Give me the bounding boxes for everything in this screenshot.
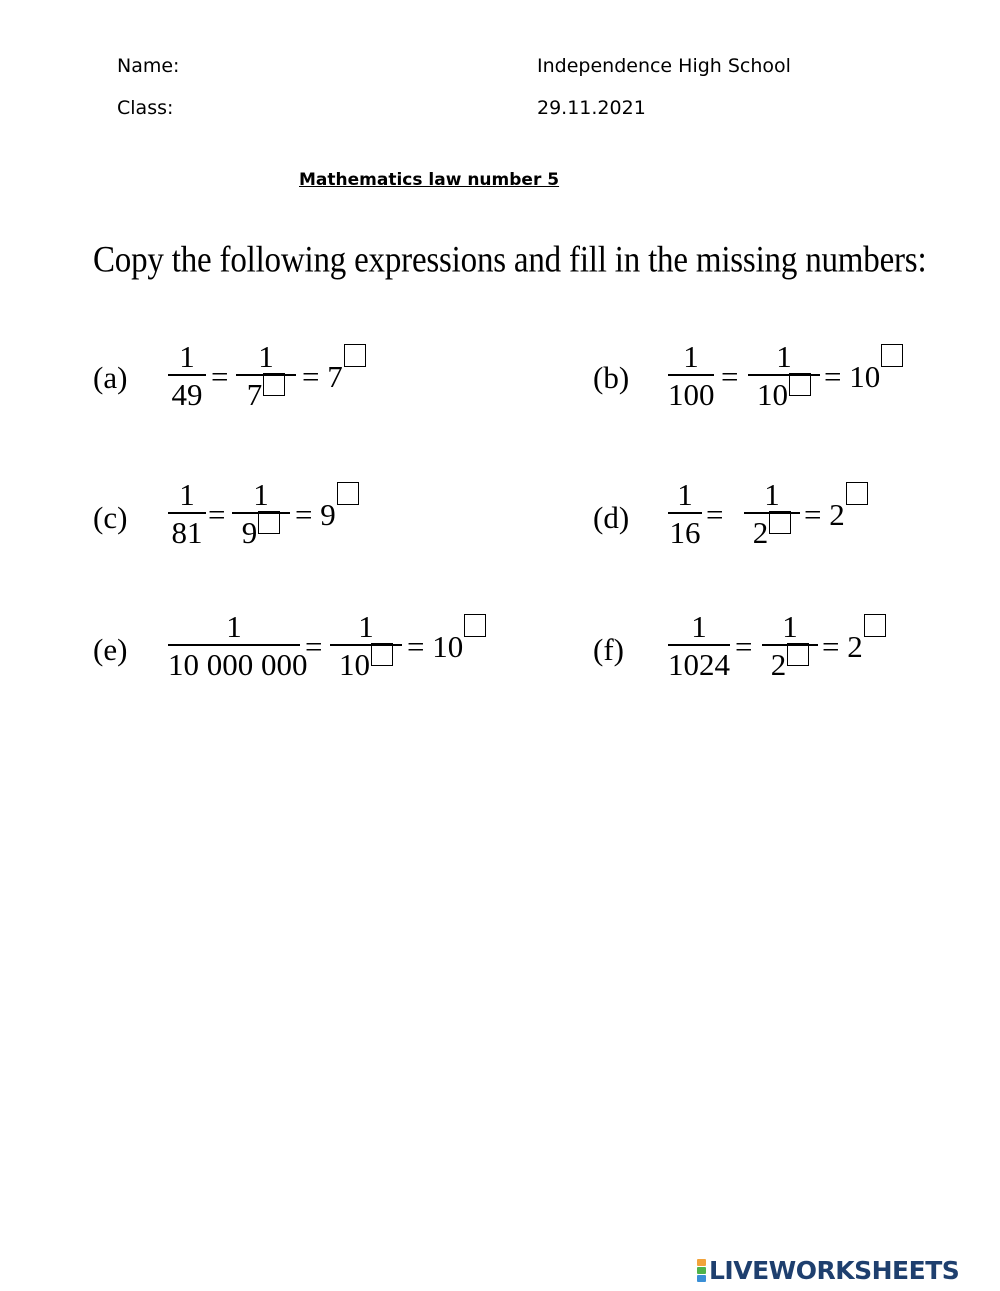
base: 2: [829, 497, 845, 532]
base: 10: [339, 647, 370, 682]
numerator: 1: [782, 609, 798, 644]
answer-box[interactable]: [881, 344, 903, 367]
base: 7: [246, 377, 263, 412]
answer-box[interactable]: [344, 344, 366, 367]
numerator: 1: [677, 477, 693, 512]
name-label: Name:: [117, 55, 180, 77]
equals-sign: =: [211, 359, 229, 394]
fraction: [668, 340, 714, 412]
problem-label: (d): [593, 500, 630, 535]
answer-box[interactable]: [864, 614, 886, 637]
liveworksheets-logo: [697, 1255, 959, 1285]
answer-box[interactable]: [846, 482, 868, 505]
fraction: [168, 340, 206, 412]
logo-square: [697, 1275, 706, 1282]
fraction: [668, 610, 730, 682]
fraction: [748, 340, 820, 412]
base: 9: [320, 497, 336, 532]
numerator: 1: [764, 477, 780, 512]
denominator: 10 000 000: [168, 647, 308, 682]
fraction: [232, 478, 290, 550]
answer-box[interactable]: [789, 373, 811, 396]
answer-box[interactable]: [263, 373, 285, 396]
fraction: [668, 478, 702, 550]
base: 10: [432, 629, 464, 664]
logo-square: [697, 1267, 706, 1274]
problem-label: (a): [93, 360, 128, 395]
base: 2: [752, 515, 769, 550]
numerator: 1: [683, 339, 699, 374]
numerator: 1: [776, 339, 792, 374]
denominator: 1024: [668, 647, 730, 682]
denominator: 100: [668, 377, 715, 412]
answer-box[interactable]: [337, 482, 359, 505]
school-name: Independence High School: [537, 55, 791, 77]
logo-square: [697, 1259, 706, 1266]
fraction: [744, 478, 800, 550]
equals-sign: =: [804, 497, 822, 532]
answer-box[interactable]: [464, 614, 486, 637]
equals-sign: =: [208, 497, 226, 532]
numerator: 1: [258, 339, 274, 374]
instruction-text: Copy the following expressions and fill in the missing numbers:: [93, 240, 927, 281]
base: 2: [847, 629, 863, 664]
base: 7: [327, 359, 343, 394]
answer-box[interactable]: [371, 643, 393, 666]
answer-box[interactable]: [258, 511, 280, 534]
denominator: 16: [669, 515, 701, 550]
logo-mark-icon: [697, 1259, 706, 1282]
problem-label: (b): [593, 360, 630, 395]
problem-label: (e): [93, 632, 128, 667]
fraction: [236, 340, 296, 412]
class-label: Class:: [117, 97, 174, 119]
worksheet-title: Mathematics law number 5: [299, 170, 560, 190]
logo-text: LIVEWORKSHEETS: [709, 1255, 960, 1285]
problem-label: (c): [93, 500, 128, 535]
numerator: 1: [226, 609, 242, 644]
numerator: 1: [253, 477, 269, 512]
equals-sign: =: [735, 629, 753, 664]
base: 9: [241, 515, 258, 550]
date: 29.11.2021: [537, 97, 646, 119]
equals-sign: =: [305, 629, 323, 664]
fraction: [330, 610, 402, 682]
equals-sign: =: [822, 629, 840, 664]
answer-box[interactable]: [769, 511, 791, 534]
base: 10: [849, 359, 881, 394]
denominator: 49: [171, 377, 203, 412]
equals-sign: =: [706, 497, 724, 532]
fraction: [168, 609, 308, 682]
equals-sign: =: [721, 359, 739, 394]
numerator: 1: [358, 609, 374, 644]
denominator: 81: [171, 515, 203, 550]
numerator: 1: [691, 609, 707, 644]
problem-label: (f): [593, 632, 624, 667]
answer-box[interactable]: [787, 643, 809, 666]
base: 10: [757, 377, 788, 412]
numerator: 1: [179, 477, 195, 512]
equals-sign: =: [295, 497, 313, 532]
equals-sign: =: [407, 629, 425, 664]
base: 2: [770, 647, 787, 682]
equals-sign: =: [824, 359, 842, 394]
equals-sign: =: [302, 359, 320, 394]
numerator: 1: [179, 339, 195, 374]
fraction: [762, 610, 818, 682]
fraction: [168, 478, 206, 550]
